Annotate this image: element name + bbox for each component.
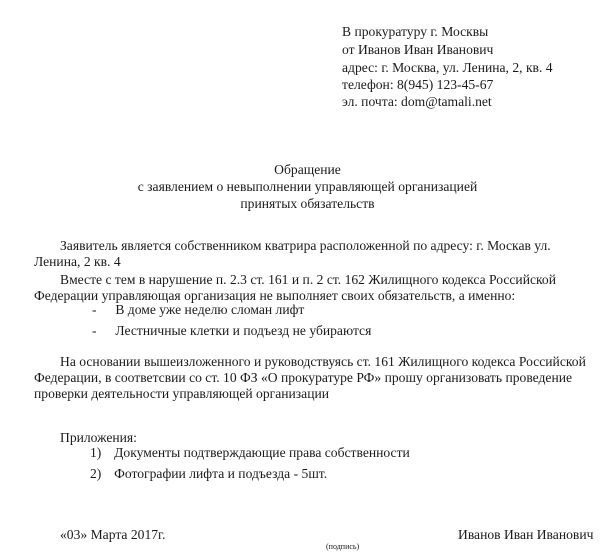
- bullet: -: [92, 323, 97, 338]
- title-line-3: принятых обязательств: [240, 196, 375, 211]
- paragraph-line: Федерации управляющая организация не выполняет своих обязательств, а именно:: [34, 288, 516, 303]
- paragraph-line: Вместе с тем в нарушение п. 2.3 ст. 161 и п. 2 ст. 162 Жилищного кодекса Российской: [60, 272, 556, 287]
- addressee-from: от Иванов Иван Иванович: [342, 42, 494, 57]
- paragraph-line: проверки деятельности управляющей организации: [34, 386, 330, 401]
- attachment-item: [90, 466, 327, 482]
- attachment-text: Документы подтверждающие права собственности: [114, 445, 410, 460]
- title-line-2: с заявлением о невыполнении управляющей организацией: [137, 179, 478, 194]
- issue-text: В доме уже неделю сломан лифт: [115, 302, 305, 317]
- attachment-text: Фотографии лифта и подъезда - 5шт.: [114, 466, 328, 481]
- list-item: [92, 323, 371, 339]
- signer-name: Иванов Иван Иванович: [458, 527, 594, 542]
- paragraph-line: На основании вышеизложенного и руководствуясь ст. 161 Жилищного кодекса Российской: [60, 354, 586, 369]
- attachment-item: [90, 445, 410, 461]
- paragraph-line: Федерации, в соответсвии со ст. 10 ФЗ «О прокуратуре РФ» прошу организовать проведение: [34, 370, 573, 385]
- addressee-address: адрес: г. Москва, ул. Ленина, 2, кв. 4: [342, 60, 553, 75]
- list-item: [92, 302, 304, 318]
- issue-text: Лестничные клетки и подъезд не убираются: [115, 323, 372, 338]
- attachments-heading: Приложения:: [60, 430, 137, 445]
- attachment-number: 2): [90, 466, 102, 481]
- paragraph-line: Заявитель является собственником кватрира расположенной по адресу: г. Москав ул.: [60, 238, 551, 253]
- title-line-1: Обращение: [274, 162, 341, 177]
- addressee-email: эл. почта: dom@tamali.net: [342, 94, 492, 109]
- signature-caption: (подпись): [326, 542, 360, 551]
- bullet: -: [92, 302, 97, 317]
- paragraph-line: Ленина, 2 кв. 4: [34, 254, 121, 269]
- attachment-number: 1): [90, 445, 102, 460]
- addressee-phone: телефон: 8(945) 123-45-67: [342, 77, 494, 92]
- addressee-to: В прокуратуру г. Москвы: [342, 24, 489, 39]
- document-date: «03» Марта 2017г.: [60, 527, 166, 542]
